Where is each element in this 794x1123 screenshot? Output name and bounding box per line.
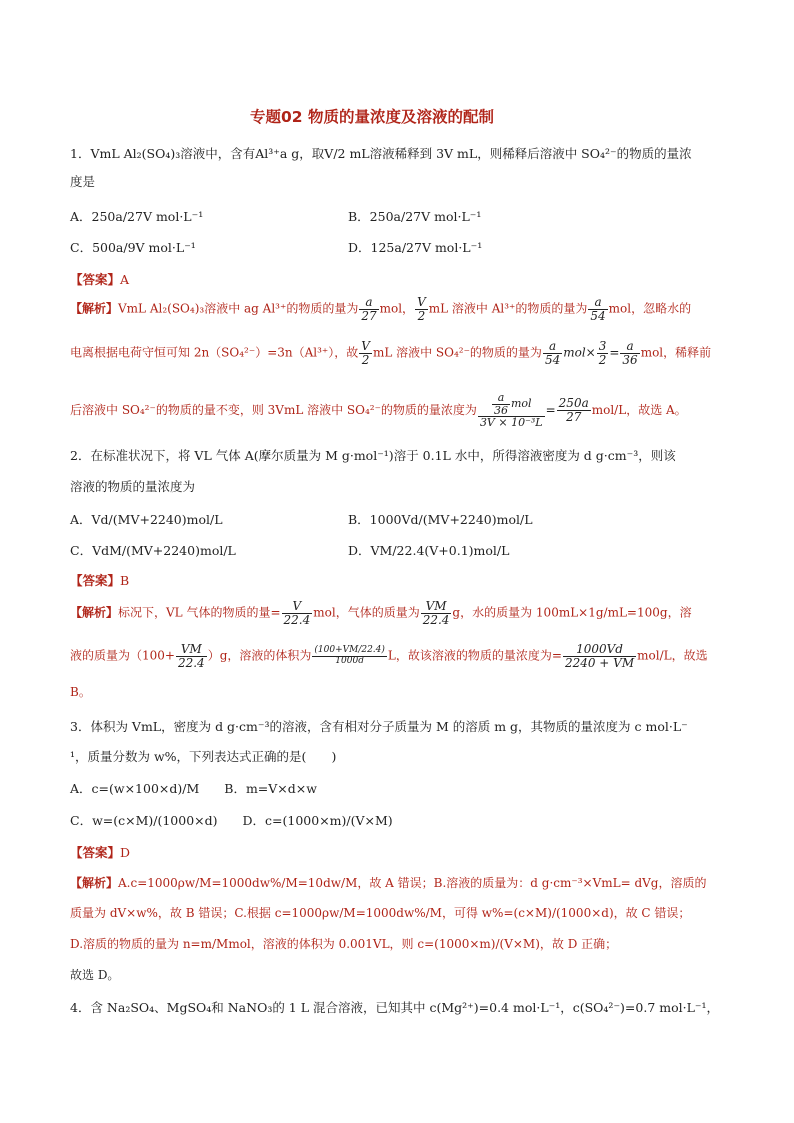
q4-stem-line1: 4．含 Na₂SO₄、MgSO₄和 NaNO₃的 1 L 混合溶液，已知其中 c(Mg²⁺)=0.4 mol·L⁻¹，c(SO₄²⁻)=0.7 mol·L⁻¹， (70, 1000, 719, 1015)
numerator: VM (421, 600, 452, 614)
q1-analysis-line1 (70, 296, 691, 322)
q1-option-d: D．125a/27V mol·L⁻¹ (348, 240, 483, 255)
fraction (563, 643, 636, 669)
denominator: 54 (544, 352, 561, 367)
text: 液的质量为（100+ (70, 648, 175, 663)
numerator: V (417, 295, 426, 309)
page-title: 专题02 物质的量浓度及溶液的配制 (250, 108, 494, 126)
fraction (588, 296, 607, 322)
denominator: 54 (590, 308, 606, 323)
q1-analysis-line2 (70, 340, 711, 366)
text: VmL Al₂(SO₄)₃溶液中 ag Al³⁺的物质的量为 (118, 301, 359, 316)
analysis-label: 【解析】 (70, 301, 119, 316)
numerator: 3 (598, 339, 607, 353)
numerator: 1000Vd (563, 643, 636, 657)
denominator: 22.4 (177, 655, 205, 670)
numerator: a (543, 340, 562, 354)
q2-option-c: C．VdM/(MV+2240)mol/L (70, 543, 236, 558)
text: mol/L，故选 A。 (591, 402, 687, 417)
numerator: a (620, 340, 639, 354)
numerator: VM (176, 643, 207, 657)
q2-analysis-line3: B。 (70, 685, 91, 699)
fraction (421, 600, 452, 626)
denominator: 22.4 (422, 612, 450, 627)
answer-label: 【答案】 (70, 272, 121, 287)
q1-option-c: C．500a/9V mol·L⁻¹ (70, 240, 196, 255)
fraction (415, 296, 428, 322)
q2-option-b: B．1000Vd/(MV+2240)mol/L (348, 512, 533, 527)
text: mol， (379, 301, 415, 316)
denominator: 2240 + VM (564, 655, 635, 670)
q1-option-b: B．250a/27V mol·L⁻¹ (348, 209, 482, 224)
text: ）g，溶液的体积为 (207, 648, 312, 663)
denominator: 27 (566, 409, 582, 424)
text: L，故该溶液的物质的量浓度为= (387, 648, 562, 663)
denominator: 2 (361, 352, 370, 367)
numerator: V (282, 600, 313, 614)
q1-analysis-line3 (70, 392, 687, 429)
text: mol× (563, 345, 596, 360)
fraction (282, 600, 313, 626)
q3-analysis-line3: D.溶质的物质的量为 n=m/Mmol，溶液的体积为 0.001VL，则 c=(1000×m)/(V×M)，故 D 正确； (70, 937, 618, 951)
q3-analysis-line2: 质量为 dV×w%，故 B 错误；C.根据 c=1000ρw/M=1000dw%/M，可得 w%=(c×M)/(1000×d)，故 C 错误； (70, 906, 691, 920)
numerator: 250a (558, 396, 589, 411)
q2-option-a: A．Vd/(MV+2240)mol/L (70, 512, 223, 527)
text: mol，气体的质量为 (313, 605, 420, 620)
text: mol，稀释前 (640, 345, 712, 360)
text: mol/L，故选 (637, 648, 708, 663)
answer-value: D (120, 845, 131, 860)
denominator: 36 (493, 403, 508, 417)
numerator: V (361, 339, 370, 353)
denominator: 1000d (335, 655, 364, 666)
q2-stem-line2: 溶液的物质的量浓度为 (70, 479, 196, 494)
q1-stem-line1: 1．VmL Al₂(SO₄)₃溶液中，含有Al³⁺a g，取V/2 mL溶液稀释到 3V mL，则稀释后溶液中 SO₄²⁻的物质的量浓 (70, 146, 692, 161)
q3-analysis-line1 (70, 874, 707, 891)
q3-options-cd: C．w=(c×M)/(1000×d) D．c=(1000×m)/(V×M) (70, 813, 393, 828)
denominator: 22.4 (283, 612, 311, 627)
q3-stem-line1: 3．体积为 VmL，密度为 d g·cm⁻³的溶液，含有相对分子质量为 M 的溶质 m g，其物质的量浓度为 c mol·L⁻ (70, 719, 688, 734)
q2-analysis-line2 (70, 643, 708, 669)
denominator: 3V × 10⁻³L (479, 416, 543, 430)
answer-label: 【答案】 (70, 573, 121, 588)
numerator: a (588, 296, 607, 310)
q2-stem-line1: 2．在标准状况下，将 VL 气体 A(摩尔质量为 M g·mol⁻¹)溶于 0.1L 水中，所得溶液密度为 d g·cm⁻³，则该 (70, 448, 676, 463)
fraction (557, 397, 591, 423)
q3-analysis-line4: 故选 D。 (70, 968, 120, 982)
analysis-label: 【解析】 (70, 605, 119, 620)
answer-value: B (120, 573, 130, 588)
q2-answer (70, 571, 129, 589)
q1-stem-line2: 度是 (70, 174, 96, 189)
fraction (543, 340, 562, 366)
fraction (478, 392, 545, 429)
analysis-label: 【解析】 (70, 876, 119, 890)
q3-answer (70, 843, 130, 861)
text: 电离根据电荷守恒可知 2n（SO₄²⁻）=3n（Al³⁺），故 (70, 345, 359, 360)
q3-options-ab: A．c=(w×100×d)/M B．m=V×d×w (70, 781, 317, 796)
fraction (359, 340, 372, 366)
text: 标况下，VL 气体的物质的量= (118, 605, 281, 620)
text: A.c=1000ρw/M=1000dw%/M=10dw/M，故 A 错误；B.溶液的质量为：d g·cm⁻³×VmL= dVg，溶质的 (118, 876, 707, 890)
denominator: 36 (622, 352, 638, 367)
q1-answer (70, 270, 129, 288)
answer-label: 【答案】 (70, 845, 121, 860)
numerator: (100+VM/22.4) (314, 645, 385, 656)
text: g，水的质量为 100mL×1g/mL=100g，溶 (452, 605, 692, 620)
numerator: a (492, 392, 510, 405)
unit: mol (510, 397, 532, 411)
fraction (597, 340, 609, 366)
fraction (620, 340, 639, 366)
answer-value: A (120, 272, 130, 287)
q2-option-d: D．VM/22.4(V+0.1)mol/L (348, 543, 510, 558)
denominator: 27 (361, 308, 377, 323)
denominator: 2 (598, 352, 607, 367)
text: = (545, 402, 556, 417)
denominator: 2 (417, 308, 426, 323)
text: mL 溶液中 SO₄²⁻的物质的量为 (372, 345, 542, 360)
fraction (312, 646, 387, 666)
q3-stem-line2: ¹，质量分数为 w%，下列表达式正确的是( ) (70, 749, 337, 764)
text: mol，忽略水的 (608, 301, 692, 316)
text: 后溶液中 SO₄²⁻的物质的量不变，则 3VmL 溶液中 SO₄²⁻的物质的量浓度为 (70, 402, 477, 417)
fraction (492, 392, 510, 416)
fraction (359, 296, 378, 322)
q1-option-a: A．250a/27V mol·L⁻¹ (70, 209, 204, 224)
q2-analysis-line1 (70, 600, 692, 626)
text: mL 溶液中 Al³⁺的物质的量为 (428, 301, 588, 316)
fraction (176, 643, 207, 669)
numerator (478, 392, 545, 417)
numerator: a (359, 296, 378, 310)
text: = (609, 345, 620, 360)
